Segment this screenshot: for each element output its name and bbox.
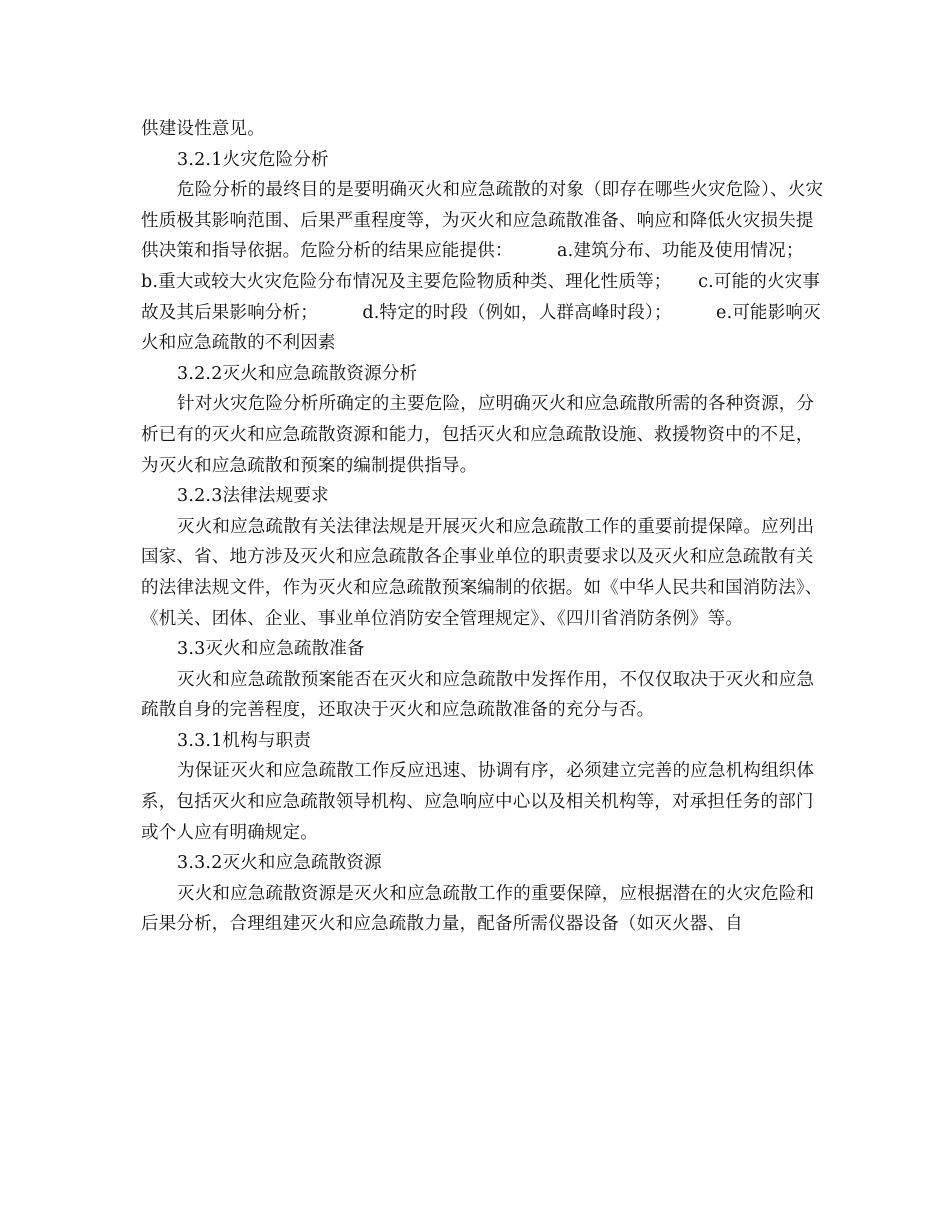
paragraph-fire-risk-analysis: 危险分析的最终目的是要明确灭火和应急疏散的对象（即存在哪些火灾危险）、火灾性质极其影响范围、后果严重程度等，为灭火和应急疏散准备、响应和降低火灾损失提供决策和指导依据。危险分析的结果应能提供： a.建筑分布、功能及使用情况； b.重大或较大火灾危险分布情况及主要危险物质种类、理化性质等； c.可能的火灾事故及其后果影响分析； d.特定的时段（例如，人群高峰时段）； e.可能影响灭火和应急疏散的不利因素 <box>141 180 848 354</box>
paragraph-resources: 灭火和应急疏散资源是灭火和应急疏散工作的重要保障，应根据潜在的火灾危险和后果分析，合理组建灭火和应急疏散力量，配备所需仪器设备（如灭火器、自 <box>141 883 815 935</box>
paragraph-organization-duties: 为保证灭火和应急疏散工作反应迅速、协调有序，必须建立完善的应急机构组织体系，包括灭火和应急疏散领导机构、应急响应中心以及相关机构等，对承担任务的部门或个人应有明确规定。 <box>141 761 815 843</box>
section-heading-3-2-3: 3.2.3法律法规要求 <box>177 486 329 507</box>
section-heading-3-2-1: 3.2.1火灾危险分析 <box>177 149 329 170</box>
section-heading-3-3-2: 3.3.2灭火和应急疏散资源 <box>177 853 382 874</box>
paragraph-resource-analysis: 针对火灾危险分析所确定的主要危险，应明确灭火和应急疏散所需的各种资源，分析已有的灭火和应急疏散资源和能力，包括灭火和应急疏散设施、救援物资中的不足，为灭火和应急疏散和预案的编制提供指导。 <box>141 394 815 476</box>
document-body <box>141 114 848 940</box>
section-heading-3-3-1: 3.3.1机构与职责 <box>177 730 312 751</box>
section-heading-3-2-2: 3.2.2灭火和应急疏散资源分析 <box>177 363 418 384</box>
paragraph-continuation: 供建设性意见。 <box>141 119 265 139</box>
paragraph-laws-regulations: 灭火和应急疏散有关法律法规是开展灭火和应急疏散工作的重要前提保障。应列出国家、省、地方涉及灭火和应急疏散各企事业单位的职责要求以及灭火和应急疏散有关的法律法规文件，作为灭火和应急疏散预案编制的依据。如《中华人民共和国消防法》、《机关、团体、企业、事业单位消防安全管理规定》、《四川省消防条例》等。 <box>141 516 823 629</box>
section-heading-3-3: 3.3灭火和应急疏散准备 <box>177 639 365 660</box>
paragraph-preparation: 灭火和应急疏散预案能否在灭火和应急疏散中发挥作用，不仅仅取决于灭火和应急疏散自身的完善程度，还取决于灭火和应急疏散准备的充分与否。 <box>141 669 815 721</box>
